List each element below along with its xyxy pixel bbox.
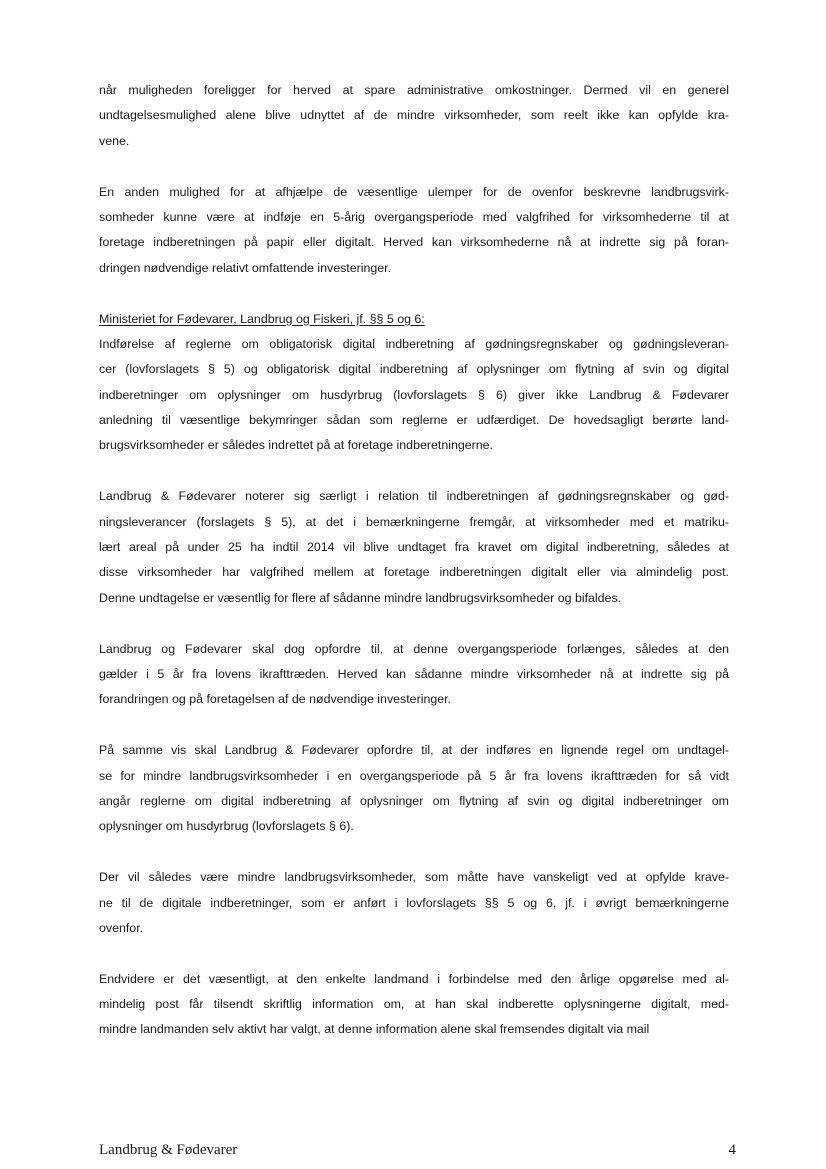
paragraph-spacer [99,840,729,865]
text-line: undtagelsesmulighed alene blive udnyttet af de mindre virksomheder, som reelt ikke kan opfylde kra- [99,108,729,123]
text-line: somheder kunne være at indføje en 5-årig overgangsperiode med valgfrihed for virksomhederne til at [99,209,729,224]
text-line: cer (lovforslagets § 5) og obligatorisk digital indberetning af oplysninger om flytning af svin og digital [99,362,729,377]
text-line: Indførelse af reglerne om obligatorisk digital indberetning af gødningsregnskaber og gødningsleveran- [99,336,729,351]
text-line: Landbrug & Fødevarer noterer sig særligt i relation til indberetningen af gødningsregnskaber og gød- [99,489,729,504]
text-line: Denne undtagelse er væsentlig for flere af sådanne mindre landbrugsvirksomheder og bifaldes. [99,590,622,605]
paragraph-3 [99,307,729,459]
paragraph-spacer [99,281,729,306]
text-line: Der vil således være mindre landbrugsvirksomheder, som måtte have vanskeligt ved at opfylde krave- [99,870,729,885]
text-line: På samme vis skal Landbrug & Fødevarer opfordre til, at der indføres en lignende regel om undtagel- [99,743,729,758]
text-line: ne til de digitale indberetninger, som er anført i lovforslagets §§ 5 og 6, jf. i øvrigt bemærkningerne [99,895,729,910]
paragraph-6 [99,738,729,840]
text-line: angår reglerne om digital indberetning af oplysninger om flytning af svin og digital indberetninger om [99,793,729,808]
text-line: foretage indberetningen på papir eller digitalt. Herved kan virksomhederne nå at indrette sig på foran- [99,235,729,250]
text-line: forandringen og på foretagelsen af de nødvendige investeringer. [99,692,452,707]
text-line: vene. [99,133,130,148]
paragraph-5 [99,637,729,713]
section-heading: Ministeriet for Fødevarer, Landbrug og Fiskeri, jf. §§ 5 og 6: [99,311,425,326]
paragraph-1 [99,78,729,154]
text-line: ovenfor. [99,920,144,935]
text-line: mindelig post får tilsendt skriftlig information om, at han skal indberette oplysningerne digitalt, med- [99,997,729,1012]
text-line: brugsvirksomheder er således indrettet på at foretage indberetningerne. [99,438,493,453]
text-line: disse virksomheder har valgfrihed mellem at foretage indberetningen digitalt eller via almindelig post. [99,565,729,580]
text-line: Endvidere er det væsentligt, at den enkelte landmand i forbindelse med den årlige opgørelse med al- [99,971,729,986]
text-line: oplysninger om husdyrbrug (lovforslagets § 6). [99,819,354,834]
paragraph-8 [99,967,729,1043]
text-line: mindre landmanden selv aktivt har valgt, at denne information alene skal fremsendes digitalt via mail [99,1022,650,1037]
paragraph-spacer [99,713,729,738]
text-line: dringen nødvendige relativt omfattende investeringer. [99,260,392,275]
text-line: når muligheden foreligger for herved at spare administrative omkostninger. Dermed vil en generel [99,83,729,97]
paragraph-7 [99,865,729,941]
footer-page-number: 4 [728,1142,736,1158]
paragraph-spacer [99,154,729,179]
paragraph-spacer [99,611,729,636]
text-line: indberetninger om oplysninger om husdyrbrug (lovforslagets § 6) giver ikke Landbrug & Fødevarer [99,387,729,402]
paragraph-4 [99,484,729,611]
text-line: anledning til væsentlige bekymringer sådan som reglerne er udfærdiget. De hovedsagligt berørte land- [99,413,729,428]
footer-organization: Landbrug & Fødevarer [99,1142,238,1158]
text-line: ningsleverancer (forslagets § 5), at det i bemærkningerne fremgår, at virksomheder med et matriku- [99,514,729,529]
paragraph-spacer [99,941,729,966]
paragraph-spacer [99,459,729,484]
text-line: se for mindre landbrugsvirksomheder i en overgangsperiode på 5 år fra lovens ikrafttræden for så vidt [99,768,729,783]
paragraph-2 [99,180,729,282]
text-line: Landbrug og Fødevarer skal dog opfordre til, at denne overgangsperiode forlænges, således at den [99,641,729,656]
body-text [99,78,729,1043]
text-line: gælder i 5 år fra lovens ikrafttræden. Herved kan sådanne mindre virksomheder nå at indrette sig på [99,666,729,681]
text-line: lært areal på under 25 ha indtil 2014 vil blive undtaget fra kravet om digital indberetning, således at [99,540,729,555]
text-line: En anden mulighed for at afhjælpe de væsentlige ulemper for de ovenfor beskrevne landbrugsvirk- [99,184,729,199]
